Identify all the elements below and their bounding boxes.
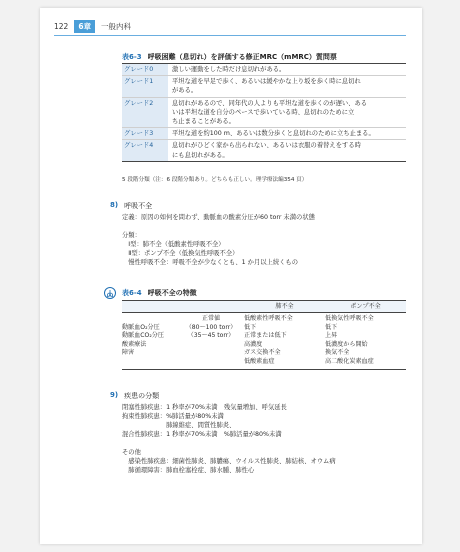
grade-row bbox=[122, 128, 406, 140]
section-9-line: 感染性肺疾患：細菌性肺炎、肺膿瘍、ウイルス性肺炎、肺結核、オウム病 bbox=[122, 458, 336, 465]
grade-text-line: ち止まることがある。 bbox=[172, 118, 235, 126]
table-number: 表6-3 bbox=[122, 53, 142, 61]
section-number: 8) bbox=[110, 201, 119, 209]
page-number: 122 bbox=[54, 21, 69, 31]
pump-failure-value: 換気不全 bbox=[325, 349, 350, 357]
section-9-line bbox=[122, 439, 336, 448]
grade-label: グレード0 bbox=[122, 64, 168, 75]
pump-failure-value: 低下 bbox=[325, 323, 338, 331]
header-rule bbox=[54, 35, 406, 36]
column-labels bbox=[122, 315, 178, 367]
grade-row bbox=[122, 140, 406, 160]
grade-row bbox=[122, 98, 406, 129]
lung-icon bbox=[104, 287, 116, 299]
book-page bbox=[40, 8, 422, 544]
lung-failure-value: ガス交換不全 bbox=[244, 349, 281, 357]
grade-text-line: 激しい運動をした時だけ息切れがある。 bbox=[172, 66, 286, 73]
grade-text-line: 息切れがあるので、同年代の人よりも平坦な道を歩くのが遅い、ある bbox=[172, 99, 368, 107]
lung-failure-value: 高濃度 bbox=[244, 340, 263, 348]
section-8-line: Ⅱ型：ポンプ不全（低換気性呼吸不全） bbox=[122, 250, 239, 257]
section-8-line: 分類： bbox=[122, 232, 141, 239]
pump-failure-value: 低換気性呼吸不全 bbox=[325, 315, 374, 322]
normal-value: 正常値 bbox=[201, 315, 221, 322]
pump-failure-value: 上昇 bbox=[325, 332, 338, 340]
column-lung-failure bbox=[244, 315, 325, 367]
lung-failure-value: 低酸素血症 bbox=[244, 357, 275, 365]
column-pump-failure bbox=[325, 315, 406, 367]
row-label: 酸素療法 bbox=[122, 340, 147, 348]
section-title: 呼吸不全 bbox=[124, 202, 153, 210]
section-9-line: その他 bbox=[122, 449, 141, 456]
section-9-body bbox=[122, 403, 336, 475]
grade-text-line: 息切れがひどく家から出られない、あるいは衣服の着替えをする時 bbox=[172, 142, 361, 150]
header-pump-failure: ポンプ不全 bbox=[350, 303, 381, 310]
table-title: 呼吸困難（息切れ）を評価する修正MRC（mMRC）質問票 bbox=[147, 53, 337, 61]
pump-failure-value: 低濃度から開始 bbox=[325, 340, 368, 348]
section-number: 9) bbox=[110, 391, 119, 399]
section-9-line: 肺循環障害：肺血栓塞栓症、肺水腫、肺性心 bbox=[122, 467, 255, 474]
table-body bbox=[122, 313, 406, 370]
grade-description bbox=[168, 140, 406, 160]
section-8-body bbox=[122, 213, 315, 267]
running-head bbox=[54, 18, 406, 34]
section-title: 疾患の分類 bbox=[124, 392, 160, 400]
grade-label: グレード4 bbox=[122, 140, 168, 160]
table-number: 表6-4 bbox=[122, 289, 142, 297]
section-8-heading bbox=[110, 201, 152, 211]
grade-description bbox=[168, 128, 406, 139]
grade-row bbox=[122, 76, 406, 97]
grade-text-line: 平坦な道を早足で歩く、あるいは緩やかな上り坂を歩く時に息切れ bbox=[172, 78, 361, 86]
grade-label: グレード1 bbox=[122, 76, 168, 96]
row-label: 障害 bbox=[122, 349, 135, 357]
chapter-tag: 6章 bbox=[74, 20, 95, 33]
mmrc-table bbox=[122, 63, 406, 162]
grade-label: グレード3 bbox=[122, 128, 168, 139]
grade-description bbox=[168, 98, 406, 128]
table-header-row bbox=[122, 300, 406, 313]
table-6-3-caption bbox=[122, 52, 337, 62]
header-lung-failure: 肺不全 bbox=[275, 303, 294, 310]
section-9-line: 拘束性肺疾患：%肺活量が80%未満 bbox=[122, 413, 224, 420]
table-note: 5 段階分類（注：6 段階分類あり。どちらも正しい。理学療法編354 頁） bbox=[122, 177, 308, 183]
normal-value: （80〜100 torr） bbox=[185, 323, 237, 331]
lung-failure-value: 低下 bbox=[244, 323, 257, 331]
grade-text-line: がある。 bbox=[172, 87, 198, 95]
section-8-line: 定義：原因の如何を問わず、動脈血の酸素分圧が60 torr 未満の状態 bbox=[122, 214, 315, 221]
table-6-4-caption bbox=[104, 287, 197, 299]
section-8-line: 慢性呼吸不全：呼吸不全が少なくとも、1 か月以上続くもの bbox=[122, 259, 299, 266]
section-9-heading bbox=[110, 391, 159, 401]
section-9-line: 肺線維症、間質性肺炎、 bbox=[122, 422, 236, 429]
pump-failure-value: 高二酸化炭素血症 bbox=[325, 357, 374, 365]
grade-text-line: 平坦な道を約100 m、あるいは数分歩くと息切れのために立ち止まる。 bbox=[172, 130, 375, 138]
normal-value: （35〜45 torr） bbox=[187, 332, 235, 340]
grade-description bbox=[168, 64, 406, 75]
section-8-line: Ⅰ型：肺不全（低酸素性呼吸不全） bbox=[122, 241, 225, 248]
row-label bbox=[122, 315, 178, 324]
normal-value bbox=[178, 349, 244, 358]
header-blank bbox=[122, 301, 244, 312]
grade-text-line: いは平坦な道を自分のペースで歩いている時、息切れのために立 bbox=[172, 108, 355, 116]
grade-description bbox=[168, 76, 406, 96]
section-9-line: 閉塞性肺疾患：1 秒率が70%未満 残気量増加、呼気延長 bbox=[122, 404, 287, 411]
grade-label: グレード2 bbox=[122, 98, 168, 128]
table-title: 呼吸不全の特徴 bbox=[147, 289, 197, 297]
column-normal-values bbox=[178, 315, 244, 367]
chapter-title: 一般内科 bbox=[101, 21, 132, 31]
section-9-line: 混合性肺疾患：1 秒率が70%未満 %肺活量が80%未満 bbox=[122, 431, 282, 438]
grade-text-line: にも息切れがある。 bbox=[172, 151, 229, 159]
row-label: 動脈血CO₂分圧 bbox=[122, 332, 164, 340]
row-label: 動脈血O₂分圧 bbox=[122, 323, 160, 331]
grade-row bbox=[122, 64, 406, 76]
respiratory-failure-table bbox=[122, 300, 406, 370]
lung-failure-value: 正常または低下 bbox=[244, 332, 287, 340]
section-8-line bbox=[122, 222, 315, 231]
normal-value bbox=[178, 341, 244, 350]
lung-failure-value: 低酸素性呼吸不全 bbox=[244, 315, 293, 322]
